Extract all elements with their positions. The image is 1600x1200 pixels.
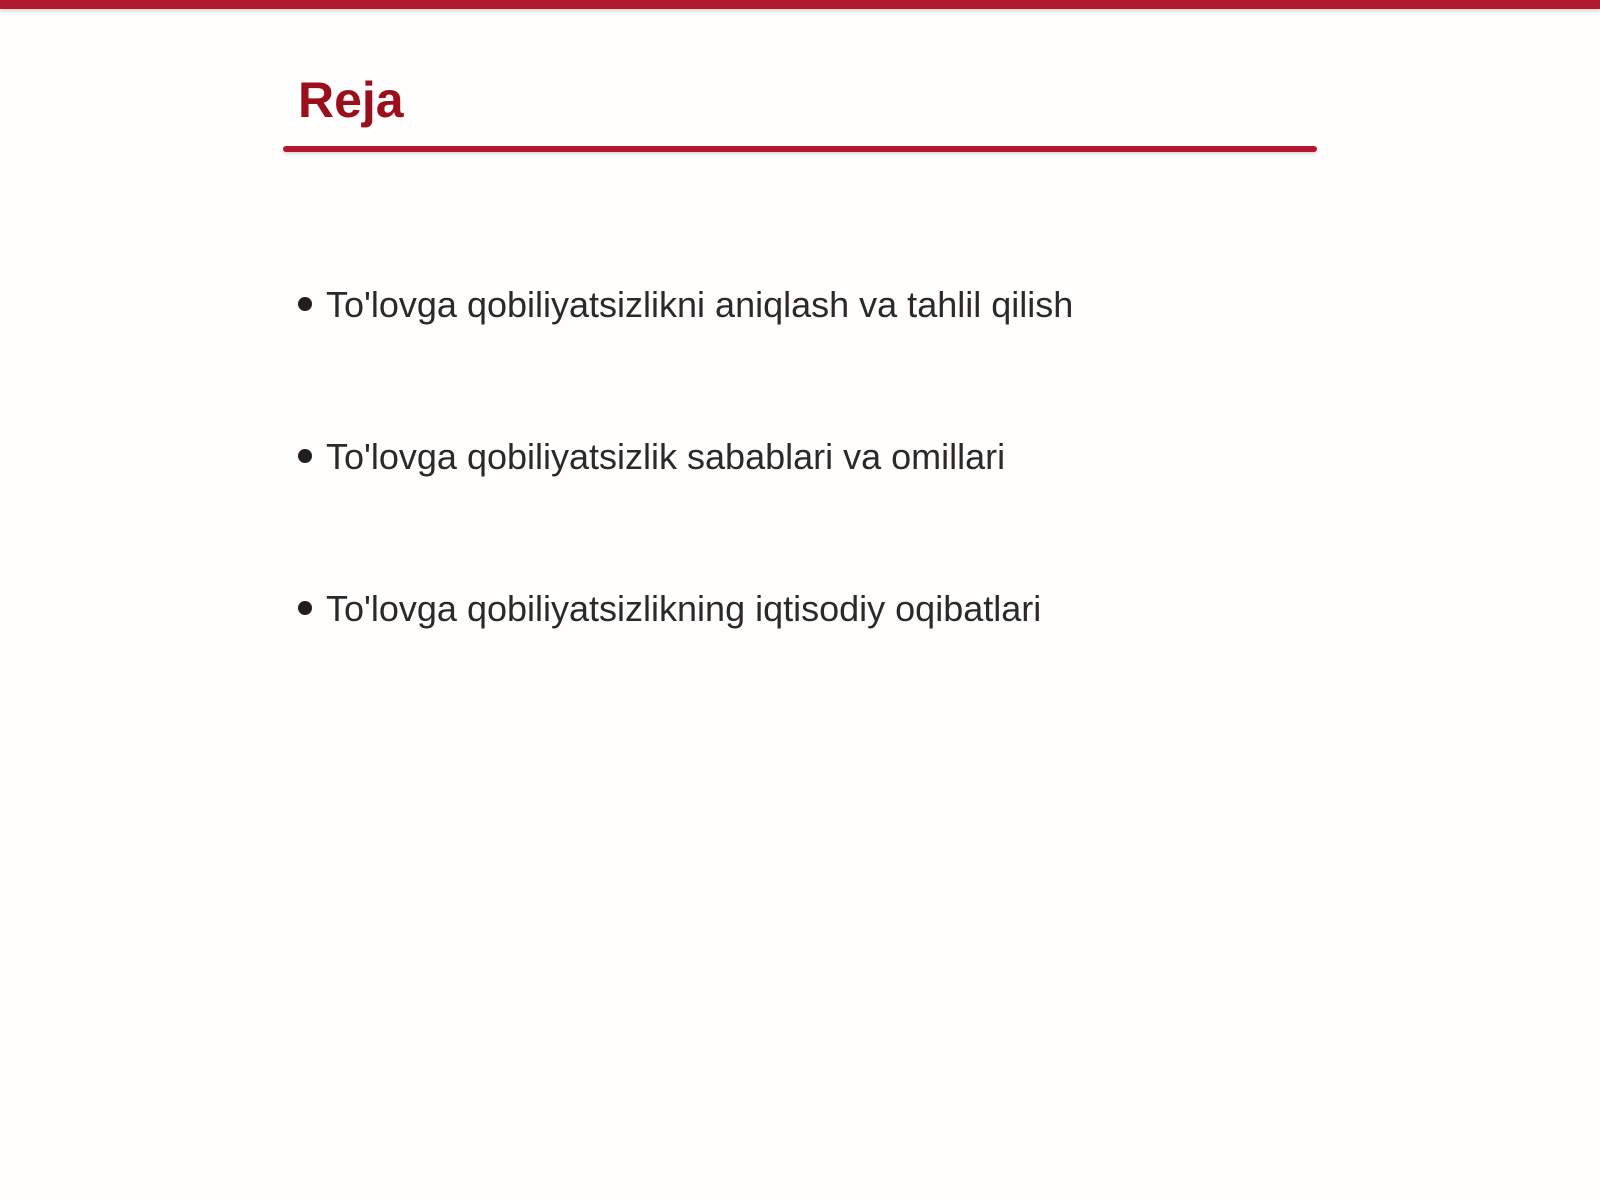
- top-accent-bar: [0, 0, 1600, 9]
- agenda-item: [298, 432, 1073, 584]
- agenda-list: [298, 280, 1073, 736]
- agenda-item-text: To'lovga qobiliyatsizlikning iqtisodiy oqibatlari: [326, 588, 1042, 629]
- slide-title: Reja: [298, 72, 404, 128]
- agenda-item: [298, 280, 1073, 432]
- bullet-icon: [298, 601, 312, 615]
- agenda-item: [298, 584, 1073, 736]
- title-underline: [283, 146, 1317, 152]
- agenda-item-text: To'lovga qobiliyatsizlik sabablari va omillari: [326, 436, 1006, 477]
- bullet-icon: [298, 449, 312, 463]
- bullet-icon: [298, 297, 312, 311]
- agenda-item-text: To'lovga qobiliyatsizlikni aniqlash va tahlil qilish: [326, 284, 1074, 325]
